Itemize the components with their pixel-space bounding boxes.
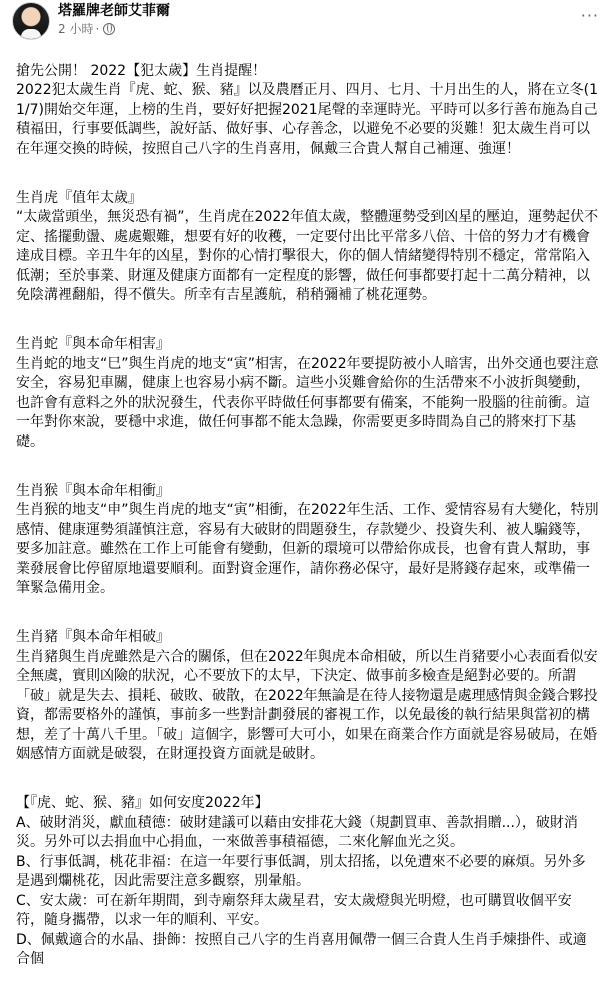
post-meta — [58, 2, 170, 37]
avatar[interactable] — [12, 2, 50, 40]
post-header — [0, 0, 615, 42]
globe-icon — [103, 23, 115, 35]
post-paragraph-tiger: 生肖虎『值年太歲』 “太歲當頭坐，無災恐有禍”，生肖虎在2022年值太歲，整體運勢受到凶星的壓迫，運勢起伏不定、搖擺動盪、處處艱難，想要有好的收穫，一定要付出比平常多八倍、十倍的努力才有機會達成目標。辛丑牛年的凶星，對你的心情打擊很大，你的個人情緒變得特別不穩定，常常陷入低潮；至於事業、財運及健康方面都有一定程度的影響，做任何事都要打起十二萬分精神，以免陰溝裡翻船，得不償失。所幸有吉星護航，稍稍彌補了桃花運勢。 — [16, 189, 599, 303]
post-body — [0, 42, 615, 989]
more-options-button[interactable]: ··· — [580, 6, 599, 25]
post-time[interactable]: 2 小時 — [58, 22, 94, 36]
post-paragraph-snake: 生肖蛇『與本命年相害』 生肖蛇的地支“巳”與生肖虎的地支“寅”相害，在2022年要提防被小人暗害，出外交通也要注意安全，容易犯車關，健康上也容易小病不斷。這些小災難會給你的生活帶來不小波折與變動，也許會有意料之外的狀況發生，代表你平時做任何事都要有備案，不能夠一股腦的往前衝。這一年對你來說，要穩中求進，做任何事都不能太急躁，你需要更多時間為自己的將來打下基礎。 — [16, 336, 599, 450]
post-paragraph-monkey: 生肖猴『與本命年相衝』 生肖猴的地支“申”與生肖虎的地支“寅”相衝，在2022年生活、工作、愛情容易有大變化，特別感情、健康運勢須謹慎注意，容易有大破財的問題發生，存款變少、投資失利、被人騙錢等，要多加註意。雖然在工作上可能會有變動，但新的環境可以帶給你成長，也會有貴人幫助，事業發展會比停留原地還要順利。面對資金運作，請你務必保守，最好是將錢存起來，或準備一筆緊急備用金。 — [16, 482, 599, 596]
post-paragraph-intro: 搶先公開！ 2022【犯太歲】生肖提醒！ 2022犯太歲生肖『虎、蛇、猴、豬』以及農曆正月、四月、七月、十月出生的人，將在立冬(11/7)開始交年運，上榜的生肖，要好好把握2021尾聲的幸運時光。平時可以多行善布施為自己積福田，行事要低調些，說好話、做好事、心存善念，以避免不必要的災難！犯太歲生肖可以在年運交換的時候，按照自己八字的生肖喜用，佩戴三合貴人幫自己補運、強運！ — [16, 62, 598, 157]
post-timestamp-line — [58, 21, 170, 37]
post-paragraph-tips: 【『虎、蛇、猴、豬』如何安度2022年】 A、破財消災，獻血積德：破財建議可以藉由安排花大錢（規劃買車、善款捐贈...），破財消災。另外可以去捐血中心捐血，一來做善事積福德，二來化解血光之災。 B、行事低調，桃花非福：在這一年要行事低調，別太招搖，以免遭來不必要的麻煩。另外多是遇到爛桃花，因此需要注意多觀察，別暈船。 C、安太歲：可在新年期間，到寺廟祭拜太歲星君，安太歲燈與光明燈，也可購買收個平安符，隨身攜帶，以求一年的順利、平安。 D、佩戴適合的水晶、掛飾：按照自己八字的生肖喜用佩帶一個三合貴人生肖手煉掛件、或適合個 — [16, 795, 587, 967]
author-name[interactable]: 塔羅牌老師艾菲爾 — [58, 3, 170, 19]
dot-separator: · — [95, 22, 100, 36]
post-paragraph-pig: 生肖豬『與本命年相破』 生肖豬與生肖虎雖然是六合的關係，但在2022年與虎本命相破，所以生肖豬要小心表面看似安全無虞，實則凶險的狀況，心不要放下的太早，下決定、做事前多檢查是絕對必要的。所謂「破」就是失去、損耗、破敗、破散，在2022年無論是在待人接物還是處理感情與金錢合夥投資，都需要格外的謹慎，事前多一些對計劃發展的審視工作，以免最後的執行結果與當初的構想，差了十萬八千里。「破」這個字，影響可大可小，如果在商業合作方面就是容易破局，在婚姻感情方面就是破裂，在財運投資方面就是破財。 — [16, 629, 598, 762]
